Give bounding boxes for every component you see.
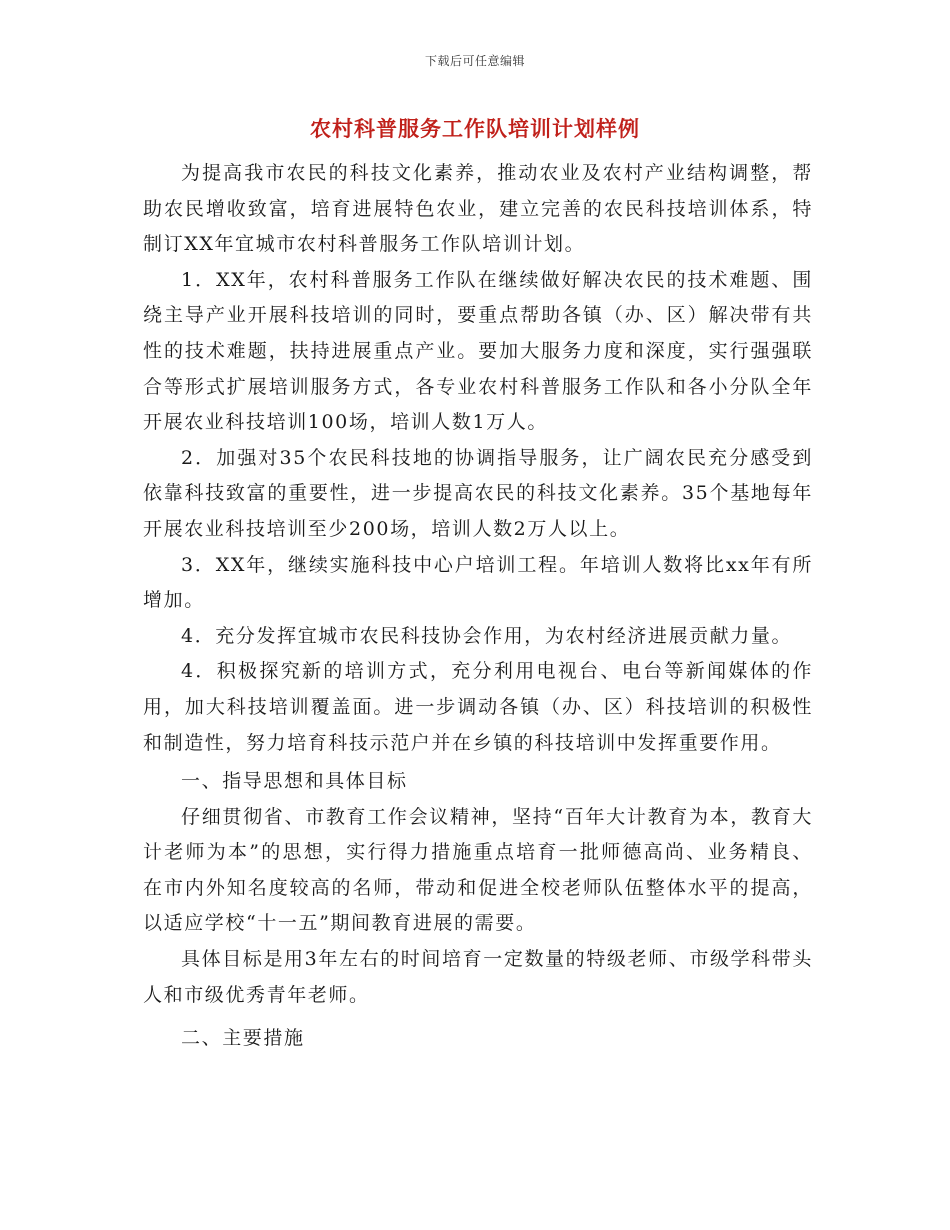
section-heading-main-measures: 二、主要措施: [181, 1027, 305, 1050]
document-title: 农村科普服务工作队培训计划样例: [310, 116, 640, 141]
header-note: 下载后可任意编辑: [424, 54, 525, 68]
section-heading-guiding-ideology: 一、指导思想和具体目标: [181, 770, 408, 793]
document-body: [143, 156, 813, 1057]
paragraph-item-3: 3．XX年，继续实施科技中心户培训工程。年培训人数将比xx年有所增加。: [143, 553, 813, 612]
paragraph-specific-goals: 具体目标是用3年左右的时间培育一定数量的特级老师、市级学科带头人和市级优秀青年老师。: [143, 948, 813, 1006]
paragraph-item-2: 2．加强对35个农民科技地的协调指导服务，让广阔农民充分感受到依靠科技致富的重要性，进一步提高农民的科技文化素养。35个基地每年开展农业科技培训至少200场，培训人数2万人以上。: [143, 446, 813, 540]
paragraph-item-4b: 4．积极探究新的培训方式，充分利用电视台、电台等新闻媒体的作用，加大科技培训覆盖面。进一步调动各镇（办、区）科技培训的积极性和制造性，努力培育科技示范户并在乡镇的科技培训中发挥重要作用。: [143, 660, 813, 754]
paragraph-item-1: 1．XX年，农村科普服务工作队在继续做好解决农民的技术难题、围绕主导产业开展科技培训的同时，要重点帮助各镇（办、区）解决带有共性的技术难题，扶持进展重点产业。要加大服务力度和深度，实行强强联合等形式扩展培训服务方式，各专业农村科普服务工作队和各小分队全年开展农业科技培训100场，培训人数1万人。: [143, 268, 813, 434]
paragraph-guiding-ideology: 仔细贯彻省、市教育工作会议精神，坚持“百年大计教育为本，教育大计老师为本”的思想，实行得力措施重点培育一批师德高尚、业务精良、在市内外知名度较高的名师，带动和促进全校老师队伍整体水平的提高，以适应学校“十一五”期间教育进展的需要。: [143, 805, 813, 935]
paragraph-item-4a: 4．充分发挥宜城市农民科技协会作用，为农村经济进展贡献力量。: [181, 624, 793, 647]
paragraph-intro: 为提高我市农民的科技文化素养，推动农业及农村产业结构调整，帮助农民增收致富，培育进展特色农业，建立完善的农民科技培训体系，特制订XX年宜城市农村科普服务工作队培训计划。: [143, 162, 813, 256]
